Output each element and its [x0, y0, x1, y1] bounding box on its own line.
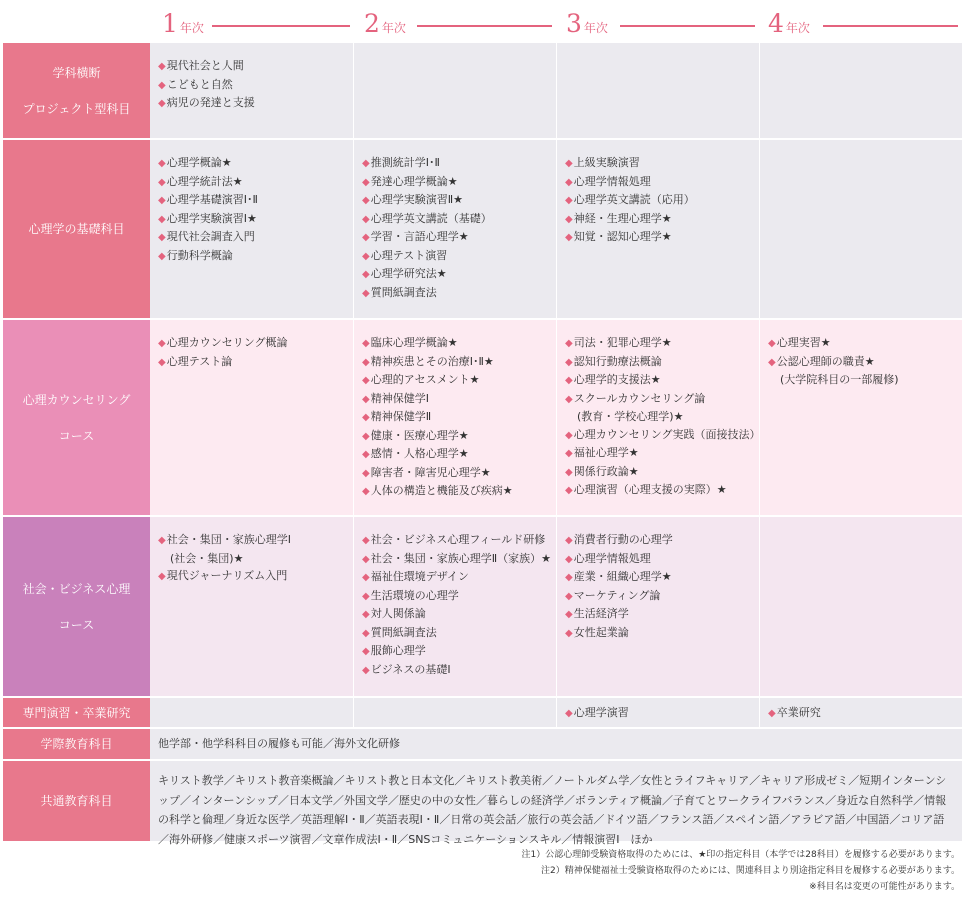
diamond-icon: ◆: [158, 79, 166, 91]
row-label-text: 社会・ビジネス心理: [22, 581, 131, 596]
course-item: [362, 550, 551, 569]
course-item: [362, 284, 548, 303]
course-item: [362, 265, 548, 284]
diamond-icon: ◆: [565, 338, 573, 349]
course-name: 社会・集団・家族心理学Ⅰ: [166, 533, 291, 546]
row-cells: [150, 140, 962, 318]
course-name: 精神保健学Ⅱ: [370, 410, 432, 423]
course-item: [158, 334, 345, 353]
course-name: ビジネスの基礎Ⅰ: [370, 662, 451, 676]
year-2: [364, 10, 406, 38]
diamond-icon: ◆: [362, 250, 370, 262]
course-item: [362, 154, 548, 173]
course-name: 現代社会と人間: [166, 59, 244, 72]
course-item: [565, 390, 751, 409]
diamond-icon: ◆: [362, 412, 370, 423]
diamond-icon: ◆: [362, 572, 370, 583]
diamond-icon: ◆: [565, 466, 573, 478]
course-name: 社会・ビジネス心理フィールド研修: [370, 533, 546, 546]
course-item: [362, 531, 548, 550]
course-item: [565, 154, 751, 173]
year-1-cell: [150, 320, 353, 515]
diamond-icon: ◆: [565, 393, 573, 405]
course-item: [362, 408, 548, 427]
course-name: 神経・生理心理学★: [573, 211, 672, 225]
year-3-label: 年次: [583, 21, 608, 35]
course-name: 心理的アセスメント★: [370, 373, 480, 386]
course-item: [362, 173, 548, 192]
course-item: [158, 94, 345, 113]
year-2-number: 2: [364, 9, 380, 38]
course-item: [362, 353, 548, 372]
year-2-cell: [353, 140, 556, 318]
diamond-icon: ◆: [362, 486, 370, 497]
course-name: 心理学情報処理: [573, 551, 651, 565]
diamond-icon: ◆: [565, 213, 573, 225]
course-item: [158, 210, 345, 229]
diamond-icon: ◆: [362, 195, 370, 206]
diamond-icon: ◆: [565, 232, 573, 243]
year-4-cell: [759, 140, 962, 318]
diamond-icon: ◆: [565, 535, 573, 546]
course-name: 心理演習（心理支援の実際）★: [573, 483, 727, 496]
course-item: [362, 661, 548, 680]
course-name: 産業・組織心理学★: [573, 570, 672, 583]
diamond-icon: ◆: [768, 338, 776, 349]
course-name: 認知行動療法概論: [573, 354, 662, 368]
year-4-label: 年次: [785, 21, 810, 35]
course-item: [158, 247, 345, 266]
course-name: 推測統計学Ⅰ･Ⅱ: [370, 156, 440, 169]
course-item: [158, 76, 345, 95]
course-item: [362, 624, 548, 643]
course-name: 現代ジャーナリズム入門: [166, 569, 288, 582]
diamond-icon: ◆: [362, 590, 370, 602]
year-line: [212, 25, 350, 27]
diamond-icon: ◆: [565, 590, 573, 602]
course-name: こどもと自然: [166, 77, 233, 91]
year-2-cell: [353, 320, 556, 515]
course-name: 社会・集団・家族心理学Ⅱ（家族）★: [370, 551, 551, 565]
year-2-cell: [353, 698, 556, 727]
course-name: 福祉住環境デザイン: [370, 570, 469, 583]
row-label-text: コース: [58, 428, 95, 443]
diamond-icon: ◆: [158, 176, 166, 188]
course-item: [768, 371, 954, 389]
row-psychology-basics: [3, 138, 962, 318]
diamond-icon: ◆: [565, 627, 573, 639]
row-cross-disciplinary: [3, 43, 962, 138]
course-name: 心理カウンセリング実践（面接技法）: [573, 427, 761, 441]
year-3-cell: [556, 517, 759, 696]
course-item: [158, 228, 345, 247]
course-item: [565, 704, 751, 723]
year-line: [823, 25, 958, 27]
diamond-icon: ◆: [565, 375, 573, 386]
diamond-icon: ◆: [158, 535, 166, 546]
course-item: [362, 334, 548, 353]
diamond-icon: ◆: [565, 572, 573, 583]
diamond-icon: ◆: [565, 176, 573, 188]
course-item: [768, 704, 954, 723]
course-item: [362, 228, 548, 247]
row-cells: [150, 320, 962, 515]
diamond-icon: ◆: [158, 213, 166, 225]
course-item: [565, 568, 751, 587]
row-cells: [150, 761, 962, 846]
course-name: 心理カウンセリング概論: [166, 336, 288, 349]
diamond-icon: ◆: [768, 708, 776, 719]
course-name: 服飾心理学: [370, 644, 426, 657]
course-name: 上級実験演習: [573, 156, 640, 169]
diamond-icon: ◆: [362, 213, 370, 225]
course-name: 生活環境の心理学: [370, 588, 459, 602]
course-item: [768, 334, 954, 353]
year-2-label: 年次: [381, 21, 406, 35]
diamond-icon: ◆: [362, 609, 370, 620]
row-counseling-course: [3, 318, 962, 515]
row-label-text: 専門演習・卒業研究: [22, 705, 131, 720]
course-name: (社会・集団)★: [170, 551, 244, 565]
course-name: 質問紙調査法: [370, 285, 437, 299]
course-name: 心理学的支援法★: [573, 373, 661, 386]
year-line: [620, 25, 755, 27]
course-name: 心理学研究法★: [370, 267, 447, 280]
year-4: [768, 10, 810, 38]
course-item: [158, 531, 345, 550]
diamond-icon: ◆: [362, 553, 370, 565]
course-name: 心理学実験演習Ⅰ★: [166, 211, 257, 225]
note-3: ※科目名は変更の可能性があります。: [809, 882, 960, 892]
course-item: [565, 531, 751, 550]
interdisciplinary-text: 他学部・他学科科目の履修も可能／海外文化研修: [158, 737, 400, 751]
year-1: [162, 10, 204, 38]
course-name: 生活経済学: [573, 607, 629, 620]
diamond-icon: ◆: [362, 287, 370, 299]
diamond-icon: ◆: [362, 338, 370, 349]
diamond-icon: ◆: [362, 176, 370, 188]
year-4-cell: [759, 43, 962, 138]
diamond-icon: ◆: [158, 98, 166, 109]
course-name: 心理学統計法★: [166, 174, 243, 188]
course-item: [362, 210, 548, 229]
course-name: (大学院科目の一部履修): [780, 373, 899, 386]
course-item: [565, 605, 751, 624]
course-item: [362, 445, 548, 464]
course-item: [362, 605, 548, 624]
course-item: [158, 57, 345, 76]
diamond-icon: ◆: [158, 61, 166, 72]
year-2-cell: [353, 43, 556, 138]
diamond-icon: ◆: [362, 356, 370, 368]
course-item: [565, 444, 751, 463]
course-item: [565, 550, 751, 569]
course-name: 心理学基礎演習Ⅰ･Ⅱ: [166, 193, 258, 206]
diamond-icon: ◆: [158, 158, 166, 169]
diamond-icon: ◆: [565, 158, 573, 169]
course-name: 健康・医療心理学★: [370, 428, 469, 442]
year-header: [150, 0, 962, 40]
course-item: [565, 210, 751, 229]
row-label-text: コース: [58, 617, 95, 632]
course-item: [362, 427, 548, 446]
footnotes: [521, 847, 960, 895]
diamond-icon: ◆: [362, 158, 370, 169]
course-item: [565, 587, 751, 606]
row-seminar-thesis: [3, 696, 962, 727]
row-label: [3, 43, 150, 138]
row-cells: [150, 43, 962, 138]
row-label: [3, 517, 150, 696]
course-item: [158, 154, 345, 173]
course-item: [565, 426, 761, 445]
course-name: 心理学演習: [573, 706, 629, 719]
year-1-label: 年次: [179, 21, 204, 35]
row-label-text: 学科横断: [52, 65, 101, 80]
diamond-icon: ◆: [565, 708, 573, 719]
row-label: [3, 140, 150, 318]
diamond-icon: ◆: [362, 627, 370, 639]
course-name: (教育・学校心理学)★: [577, 410, 684, 423]
course-name: 学習・言語心理学★: [370, 230, 469, 243]
year-1-cell: [150, 698, 353, 727]
year-1-cell: [150, 43, 353, 138]
row-label: [3, 320, 150, 515]
row-label: [3, 698, 150, 727]
course-name: 発達心理学概論★: [370, 174, 458, 188]
common-text: キリスト教学／キリスト教音楽概論／キリスト教と日本文化／キリスト教美術／ノートルダム学／女性とライフキャリア／キャリア形成ゼミ／短期インターンシップ／インターンシップ／日本文学／外国文学／歴史の中の女性／暮らしの経済学／ボランティア概論／子育てとワークライフバランス／身近な自然科学／情報の科学と倫理／身近な医学／英語理解Ⅰ・Ⅱ／英語表現Ⅰ・Ⅱ／日常の英会話／旅行の英会話／ドイツ語／フランス語／スペイン語／アラビア語／中国語／コリア語／海外研修／健康スポーツ演習／文章作成法Ⅰ・Ⅱ／SNSコミュニケーションスキル／情報演習Ⅰ ほか: [158, 774, 947, 846]
course-name: 精神保健学Ⅰ: [370, 391, 429, 405]
course-name: 女性起業論: [573, 625, 629, 639]
year-3-cell: [556, 140, 759, 318]
row-cells: [150, 729, 962, 759]
course-item: [362, 464, 548, 483]
row-business-course: [3, 515, 962, 696]
diamond-icon: ◆: [565, 356, 573, 368]
course-name: 心理学情報処理: [573, 174, 651, 188]
row-interdisciplinary: [3, 727, 962, 759]
course-item: [158, 550, 345, 568]
year-line: [417, 25, 552, 27]
course-name: 質問紙調査法: [370, 625, 437, 639]
course-item: [565, 228, 751, 247]
year-1-cell: [150, 140, 353, 318]
course-name: 司法・犯罪心理学★: [573, 336, 672, 349]
diamond-icon: ◆: [158, 232, 166, 243]
course-name: 精神疾患とその治療Ⅰ･Ⅱ★: [370, 354, 494, 368]
diamond-icon: ◆: [768, 356, 776, 368]
row-label-text: 心理学の基礎科目: [28, 222, 125, 236]
course-name: 関係行政論★: [573, 464, 639, 478]
course-item: [158, 567, 345, 586]
course-name: 障害者・障害児心理学★: [370, 465, 491, 479]
course-item: [362, 568, 548, 587]
course-item: [362, 371, 548, 390]
note-2: 注2）精神保健福祉士受験資格取得のためには、関連科目より別途指定科目を履修する必要があります。: [540, 866, 960, 876]
row-label-text: プロジェクト型科目: [22, 101, 131, 116]
course-item: [362, 587, 548, 606]
common-label: 共通教育科目: [3, 761, 150, 841]
course-item: [565, 173, 751, 192]
diamond-icon: ◆: [158, 250, 166, 262]
course-item: [565, 353, 751, 372]
diamond-icon: ◆: [362, 269, 370, 280]
year-1-cell: [150, 517, 353, 696]
course-item: [158, 353, 345, 372]
diamond-icon: ◆: [362, 449, 370, 460]
diamond-icon: ◆: [362, 467, 370, 479]
course-name: 臨床心理学概論★: [370, 336, 458, 349]
diamond-icon: ◆: [362, 646, 370, 657]
year-4-cell: [759, 517, 962, 696]
course-item: [362, 482, 548, 501]
diamond-icon: ◆: [158, 338, 166, 349]
diamond-icon: ◆: [565, 429, 573, 441]
diamond-icon: ◆: [565, 195, 573, 206]
course-item: [565, 463, 751, 482]
diamond-icon: ◆: [362, 232, 370, 243]
course-item: [362, 247, 548, 266]
note-1: 注1）公認心理師受験資格取得のためには、★印の指定科目（本学では28科目）を履修する必要があります。: [521, 850, 960, 860]
course-name: 感情・人格心理学★: [370, 447, 469, 460]
course-item: [565, 408, 751, 426]
course-name: 心理学英文講読（応用）: [573, 193, 695, 206]
course-name: マーケティング論: [573, 588, 661, 602]
course-item: [565, 334, 751, 353]
course-item: [768, 353, 954, 372]
year-3-cell: [556, 698, 759, 727]
row-cells: [150, 698, 962, 727]
course-name: 心理テスト論: [166, 354, 233, 368]
diamond-icon: ◆: [362, 664, 370, 676]
year-4-cell: [759, 320, 962, 515]
course-name: 心理学概論★: [166, 156, 232, 169]
course-name: 知覚・認知心理学★: [573, 230, 672, 243]
course-name: 心理テスト演習: [370, 248, 448, 262]
course-item: [565, 624, 751, 643]
course-item: [565, 191, 751, 210]
course-name: 病児の発達と支援: [166, 96, 255, 109]
diamond-icon: ◆: [565, 448, 573, 459]
row-label-text: 心理カウンセリング: [22, 392, 131, 407]
course-name: 行動科学概論: [166, 248, 233, 262]
diamond-icon: ◆: [158, 195, 166, 206]
diamond-icon: ◆: [158, 571, 166, 582]
diamond-icon: ◆: [362, 430, 370, 442]
diamond-icon: ◆: [565, 485, 573, 496]
course-item: [362, 642, 548, 661]
course-item: [158, 191, 345, 210]
course-name: 福祉心理学★: [573, 446, 639, 459]
course-item: [362, 390, 548, 409]
year-2-cell: [353, 517, 556, 696]
course-name: 消費者行動の心理学: [573, 533, 673, 546]
course-item: [565, 371, 751, 390]
year-3: [566, 10, 608, 38]
year-3-cell: [556, 320, 759, 515]
course-name: 心理実習★: [776, 336, 831, 349]
year-3-number: 3: [566, 9, 582, 38]
year-1-number: 1: [162, 9, 178, 38]
row-cells: [150, 517, 962, 696]
course-name: 卒業研究: [776, 706, 821, 719]
diamond-icon: ◆: [158, 356, 166, 368]
diamond-icon: ◆: [565, 553, 573, 565]
interdisciplinary-label: 学際教育科目: [3, 729, 150, 759]
diamond-icon: ◆: [362, 375, 370, 386]
course-item: [158, 173, 345, 192]
course-name: 現代社会調査入門: [166, 230, 255, 243]
course-name: 人体の構造と機能及び疾病★: [370, 484, 513, 497]
year-4-number: 4: [768, 9, 784, 38]
diamond-icon: ◆: [362, 535, 370, 546]
course-item: [565, 481, 751, 500]
course-name: 心理学英文講読（基礎）: [370, 211, 492, 225]
diamond-icon: ◆: [362, 393, 370, 405]
year-3-cell: [556, 43, 759, 138]
year-4-cell: [759, 698, 962, 727]
course-name: スクールカウンセリング論: [573, 391, 706, 405]
course-name: 心理学実験演習Ⅱ★: [370, 193, 463, 206]
diamond-icon: ◆: [565, 609, 573, 620]
row-common-education: [3, 759, 962, 846]
course-name: 公認心理師の職責★: [776, 354, 875, 368]
course-name: 対人関係論: [370, 607, 426, 620]
course-item: [362, 191, 548, 210]
